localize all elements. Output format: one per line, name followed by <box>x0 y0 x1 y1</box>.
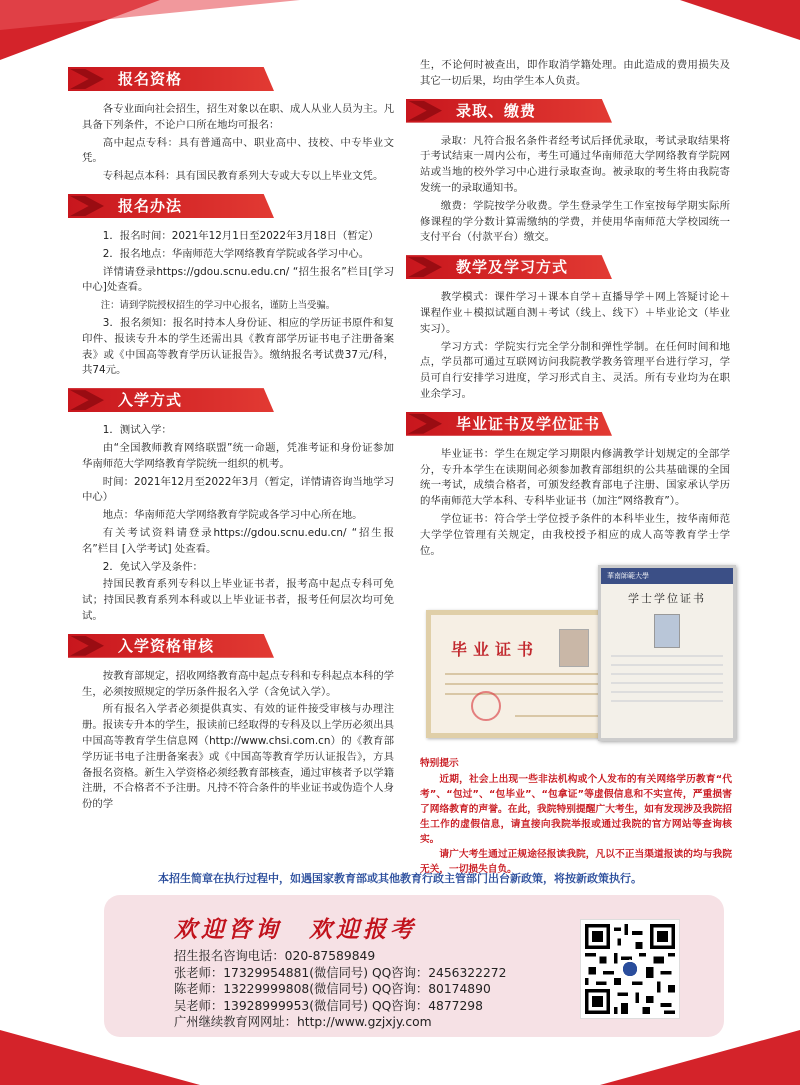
paragraph: 2．报名地点：华南师范大学网络教育学院或各学习中心。 <box>102 247 370 260</box>
paragraph: 教学模式：课件学习＋课本自学＋直播导学＋网上答疑讨论＋课程作业＋模拟试题自测＋考试（线上、线下）＋毕业论文（毕业实习）。 <box>420 291 730 335</box>
section-header-registration: 报名办法 <box>68 189 274 221</box>
section-header-admission: 入学方式 <box>68 383 274 415</box>
decor-corner-bottom-right <box>600 1030 800 1085</box>
paragraph: 时间：2021年12月至2022年3月（暂定，详情请咨询当地学习中心） <box>82 475 394 504</box>
section-header-eligibility: 报名资格 <box>68 62 274 94</box>
decor-corner-top-left-light <box>0 0 300 30</box>
policy-notice: 本招生简章在执行过程中，如遇国家教育部或其他教育行政主管部门出台新政策，将按新政策执行。 <box>158 872 642 885</box>
paragraph: 学位证书：符合学士学位授予条件的本科毕业生，按华南师范大学学位管理有关规定，由我校授予相应的成人高等教育学士学位。 <box>420 512 730 557</box>
degree-certificate-image: 華南師範大學 学士学位证书 <box>598 565 736 741</box>
section-header-qualification-review: 入学资格审核 <box>68 629 274 661</box>
decor-corner-bottom-left <box>0 1030 200 1085</box>
contact-box <box>104 895 724 1037</box>
paragraph: 缴费：学院按学分收费。学生登录学生工作室按每学期实际所修课程的学分数计算需缴纳的学费，并使用华南师范大学校园统一支付平台（付款平台）缴交。 <box>420 199 730 244</box>
website-link[interactable]: 广州继续教育网网址：http://www.gzjxjy.com <box>174 1015 432 1029</box>
paragraph: 各专业面向社会招生，招生对象以在职、成人从业人员为主。凡具备下列条件，不论户口所在地均可报名： <box>82 103 394 131</box>
photo <box>654 614 680 648</box>
contact-line: 张老师：17329954881(微信同号) QQ咨询：2456322272 <box>174 965 507 980</box>
paragraph: 按教育部规定，招收网络教育高中起点专科和专科起点本科的学生，必须按照规定的学历条件报名入学（含免试入学）。 <box>82 669 394 698</box>
paragraph: 地点：华南师范大学网络教育学院或各学习中心所在地。 <box>102 509 363 522</box>
paragraph: 毕业证书：学生在规定学习期限内修满教学计划规定的全部学分，专升本学生在读期间必须参加教育部组织的公共基础课的全国统一考试，成绩合格者，可颁发经教育部电子注册、国家承认学历的华南师范大学本科、专科毕业证书（加注“网络教育”）。 <box>420 447 730 508</box>
notice-title: 特别提示 <box>420 758 459 769</box>
contact-line: 招生报名咨询电话：020-87589849 <box>174 949 376 963</box>
special-notice <box>420 756 732 877</box>
seal-icon <box>471 691 501 721</box>
paragraph: 3．报名须知：报名时持本人身份证、相应的学历证书原件和复印件、报读专升本的学生还需出具《教育部学历证书电子注册备案表》或《中国高等教育学历认证报告》。缴纳报名考试费37元/科，共74元。 <box>82 316 394 377</box>
qr-code-icon <box>580 919 680 1019</box>
paragraph: 2．免试入学及条件： <box>102 560 203 573</box>
paragraph: 由“全国教师教育网络联盟”统一命题，凭准考证和身份证参加华南师范大学网络教育学院统一组织的机考。 <box>82 441 394 470</box>
decor-corner-top-right <box>680 0 800 40</box>
paragraph: 持国民教育系列专科以上毕业证书者，报考高中起点专科可免试；持国民教育系列本科或以上毕业证书者，报考任何层次均可免试。 <box>82 578 394 622</box>
paragraph: 高中起点专科：具有普通高中、职业高中、技校、中专毕业文凭。 <box>82 136 394 165</box>
paragraph: 详情请登录https://gdou.scnu.edu.cn/ “招生报名”栏目[学习中心]处查看。 <box>82 265 394 294</box>
welcome-slogan: 欢迎咨询 欢迎报考 <box>174 916 417 943</box>
contact-line: 陈老师：13229999808(微信同号) QQ咨询：80174890 <box>174 982 491 996</box>
paragraph: 录取：凡符合报名条件者经考试后择优录取，考试录取结果将于考试结束一周内公布，考生可通过华南师范大学网络教育学院网站或当地的校外学习中心进行录取查询。被录取的考生将由我院寄发统一的录取通知书。 <box>420 134 730 194</box>
paragraph: 有关考试资料请登录https://gdou.scnu.edu.cn/ “招生报名”栏目 [入学考试] 处查看。 <box>82 526 394 555</box>
left-column <box>82 58 394 815</box>
right-column <box>420 58 730 561</box>
paragraph: 1．报名时间：2021年12月1日至2022年3月18日（暂定） <box>102 229 379 242</box>
paragraph: 所有报名入学者必须提供真实、有效的证件接受审核与办理注册。报读专升本的学生，报读前已经取得的专科及以上学历必须出具中国高等教育学生信息网（http://www.chsi.com.cn）的《教育部学历证书电子注册备案表》或《中国高等教育学历认证报告》，方具备报名资格。新生入学资格必须经教育部核查，通过审核者予以学籍注册，不合格者不予注册。凡持不符合条件的毕业证书或伪造个人身份的学 <box>82 703 394 811</box>
paragraph-continued: 生，不论何时被查出，即作取消学籍处理。由此造成的费用损失及其它一切后果，均由学生本人负责。 <box>420 59 730 87</box>
paragraph: 近期，社会上出现一些非法机构或个人发布的有关网络学历教育“代考”、“包过”、“包毕业”、“包拿证”等虚假信息和不实宣传，严重损害了网络教育的声誉。在此，我院特别提醒广大考生，如有发现涉及我院招生工作的虚假信息，请直接向我院举报或通过我院的官方网站等查询核实。 <box>420 774 732 845</box>
paragraph: 请广大考生通过正规途径报读我院，凡以不正当渠道报读的均与我院无关，一切损失自负。 <box>420 849 732 875</box>
paragraph: 学习方式：学院实行完全学分制和弹性学制。在任何时间和地点，学员都可通过互联网访问我院教学教务管理平台进行学习，学员可自行安排学习进度，学习形式自主、灵活。所有专业均为在职业余学习。 <box>420 340 730 400</box>
paragraph: 专科起点本科：具有国民教育系列大专或大专以上毕业文凭。 <box>102 170 384 183</box>
diploma-image: 毕业证书 <box>426 610 618 738</box>
paragraph: 1．测试入学： <box>102 424 172 437</box>
photo <box>559 629 589 667</box>
contact-line: 吴老师：13928999953(微信同号) QQ咨询：4877298 <box>174 998 483 1013</box>
note: 注：请到学院授权招生的学习中心报名，谨防上当受骗。 <box>100 300 336 312</box>
section-header-teaching-mode: 教学及学习方式 <box>406 250 612 282</box>
section-header-certificates: 毕业证书及学位证书 <box>406 407 612 439</box>
certificate-images <box>420 565 742 745</box>
section-header-enrollment-fees: 录取、缴费 <box>406 94 612 126</box>
